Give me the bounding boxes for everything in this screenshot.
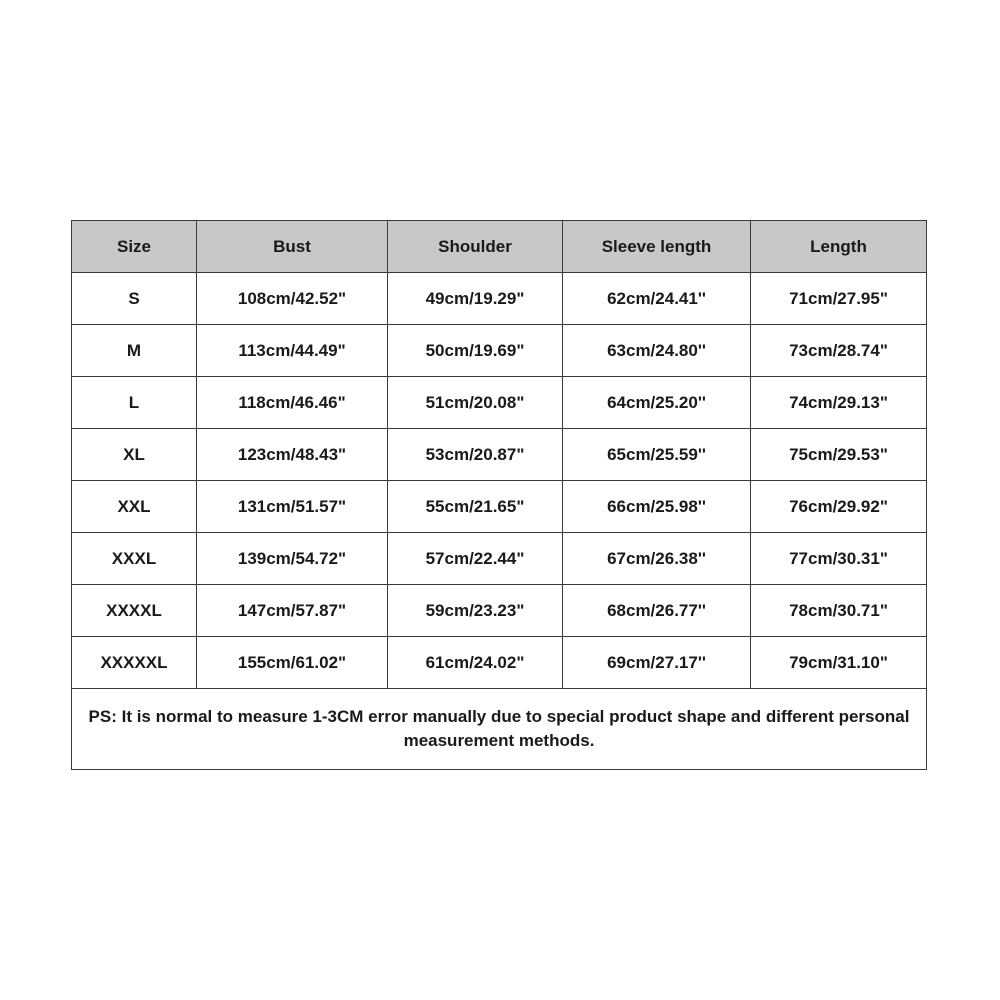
header-length: Length (751, 221, 927, 273)
sleeve-length-cell: 67cm/26.38'' (563, 533, 751, 585)
length-cell: 79cm/31.10" (751, 637, 927, 689)
bust-cell: 139cm/54.72" (197, 533, 388, 585)
sleeve-length-cell: 63cm/24.80'' (563, 325, 751, 377)
bust-cell: 155cm/61.02" (197, 637, 388, 689)
bust-cell: 118cm/46.46" (197, 377, 388, 429)
sleeve-length-cell: 64cm/25.20'' (563, 377, 751, 429)
header-bust: Bust (197, 221, 388, 273)
table-row (72, 429, 927, 481)
length-cell: 76cm/29.92" (751, 481, 927, 533)
length-cell: 75cm/29.53" (751, 429, 927, 481)
size-cell: L (72, 377, 197, 429)
size-cell: XXXL (72, 533, 197, 585)
table-row (72, 533, 927, 585)
size-cell: M (72, 325, 197, 377)
sleeve-length-cell: 62cm/24.41'' (563, 273, 751, 325)
shoulder-cell: 53cm/20.87" (388, 429, 563, 481)
shoulder-cell: 50cm/19.69" (388, 325, 563, 377)
bust-cell: 123cm/48.43" (197, 429, 388, 481)
header-shoulder: Shoulder (388, 221, 563, 273)
size-cell: XXL (72, 481, 197, 533)
shoulder-cell: 55cm/21.65" (388, 481, 563, 533)
size-cell: XL (72, 429, 197, 481)
sleeve-length-cell: 65cm/25.59'' (563, 429, 751, 481)
header-sleeve-length: Sleeve length (563, 221, 751, 273)
sleeve-length-cell: 66cm/25.98'' (563, 481, 751, 533)
bust-cell: 147cm/57.87" (197, 585, 388, 637)
size-cell: S (72, 273, 197, 325)
size-chart (71, 220, 926, 770)
length-cell: 77cm/30.31" (751, 533, 927, 585)
shoulder-cell: 59cm/23.23" (388, 585, 563, 637)
shoulder-cell: 51cm/20.08" (388, 377, 563, 429)
sleeve-length-cell: 68cm/26.77'' (563, 585, 751, 637)
length-cell: 74cm/29.13" (751, 377, 927, 429)
table-row (72, 585, 927, 637)
table-row (72, 637, 927, 689)
header-row (72, 221, 927, 273)
bust-cell: 113cm/44.49" (197, 325, 388, 377)
bust-cell: 131cm/51.57" (197, 481, 388, 533)
table-row (72, 325, 927, 377)
shoulder-cell: 57cm/22.44" (388, 533, 563, 585)
length-cell: 71cm/27.95" (751, 273, 927, 325)
shoulder-cell: 49cm/19.29" (388, 273, 563, 325)
sleeve-length-cell: 69cm/27.17'' (563, 637, 751, 689)
size-cell: XXXXL (72, 585, 197, 637)
table-row (72, 273, 927, 325)
header-size: Size (72, 221, 197, 273)
length-cell: 73cm/28.74" (751, 325, 927, 377)
table-row (72, 481, 927, 533)
size-table (71, 220, 927, 770)
note-row (72, 689, 927, 770)
shoulder-cell: 61cm/24.02" (388, 637, 563, 689)
size-cell: XXXXXL (72, 637, 197, 689)
table-row (72, 377, 927, 429)
bust-cell: 108cm/42.52" (197, 273, 388, 325)
measurement-note: PS: It is normal to measure 1-3CM error manually due to special product shape and different personal measurement methods. (72, 689, 927, 770)
length-cell: 78cm/30.71" (751, 585, 927, 637)
